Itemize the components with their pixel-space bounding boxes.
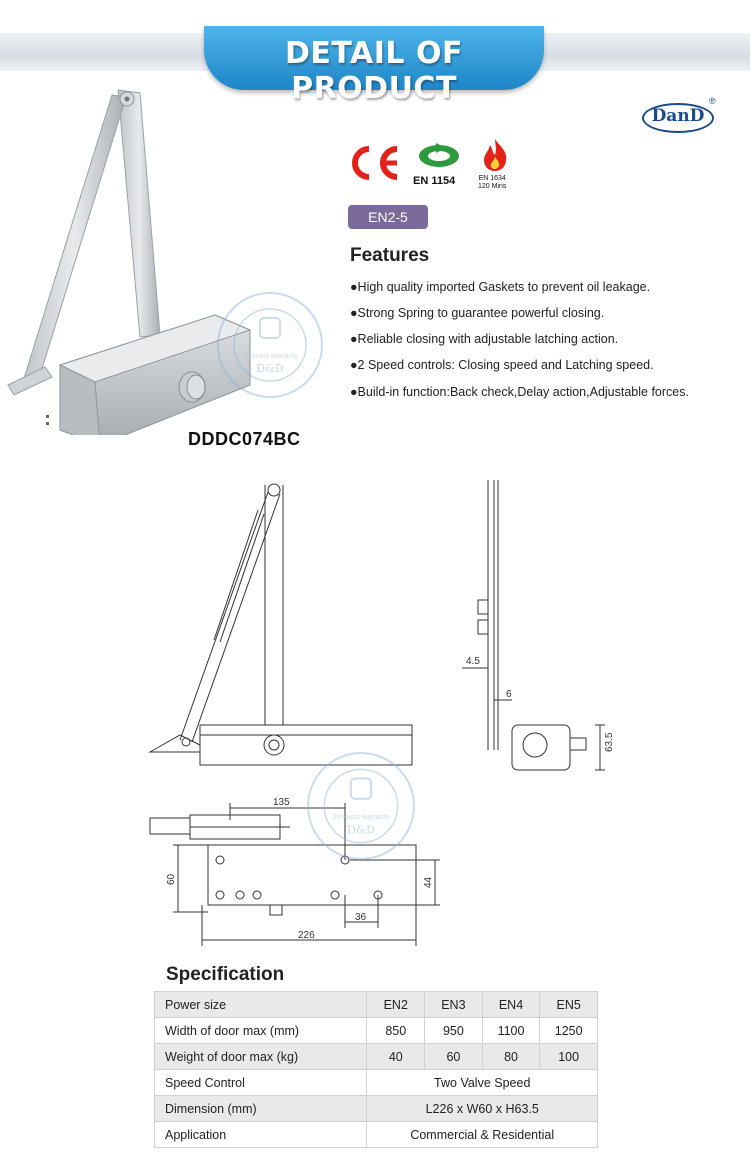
feature-item: ●Build-in function:Back check,Delay action,Adjustable forces. (350, 385, 689, 399)
feature-item: ●Strong Spring to guarantee powerful closing. (350, 306, 605, 320)
spec-value: 40 (367, 1044, 425, 1070)
spec-value: EN5 (540, 992, 598, 1018)
spec-value: Commercial & Residential (367, 1122, 598, 1148)
spec-value: 60 (425, 1044, 483, 1070)
table-row (155, 992, 598, 1018)
en1634-label (478, 175, 506, 191)
spec-label: Power size (155, 992, 367, 1018)
spec-value: EN4 (482, 992, 540, 1018)
ce-mark-icon (345, 143, 405, 183)
watermark-brand: D&D (256, 362, 284, 375)
spec-value: 1100 (482, 1018, 540, 1044)
spec-value: 950 (425, 1018, 483, 1044)
watermark-seal-icon (215, 290, 325, 400)
page-title: DETAIL OF PRODUCT (285, 36, 463, 106)
table-row (155, 1096, 598, 1122)
spec-value: 850 (367, 1018, 425, 1044)
dimension-label: 135 (273, 797, 290, 808)
technical-drawing (0, 470, 750, 960)
feature-item: ●High quality imported Gaskets to prevent oil leakage. (350, 280, 651, 294)
spec-value: 100 (540, 1044, 598, 1070)
spec-label: Dimension (mm) (155, 1096, 367, 1122)
watermark-warranty: 10 years warranty (242, 353, 298, 360)
spec-label: Width of door max (mm) (155, 1018, 367, 1044)
spec-value: 1250 (540, 1018, 598, 1044)
spec-value: L226 x W60 x H63.5 (367, 1096, 598, 1122)
en1634-duration: 120 Mins (478, 183, 507, 190)
feature-item: ●2 Speed controls: Closing speed and Latching speed. (350, 358, 654, 372)
dimension-label: 226 (298, 930, 315, 941)
watermark-brand: D&D (347, 823, 375, 837)
en1154-label: EN 1154 (413, 175, 456, 187)
spec-label: Speed Control (155, 1070, 367, 1096)
spec-value: EN3 (425, 992, 483, 1018)
dimension-label: 44 (423, 876, 434, 888)
spec-value: 80 (482, 1044, 540, 1070)
table-row (155, 1018, 598, 1044)
power-size-badge-text: EN2-5 (368, 209, 408, 225)
table-row (155, 1044, 598, 1070)
dimension-label: 63.5 (604, 732, 615, 752)
watermark-seal-icon (305, 750, 417, 862)
dimension-label: 36 (355, 912, 367, 923)
product-model: DDDC074BC (188, 429, 301, 449)
dimension-label: 60 (166, 873, 177, 885)
dimension-label: 6 (506, 689, 512, 700)
feature-item: ●Reliable closing with adjustable latching action. (350, 332, 619, 346)
en1154-cycle-icon (416, 140, 462, 170)
spec-value: Two Valve Speed (367, 1070, 598, 1096)
registered-mark: ® (709, 96, 716, 106)
spec-label: Application (155, 1122, 367, 1148)
features-heading: Features (350, 245, 430, 266)
en1634-standard: EN 1634 (478, 175, 506, 182)
spec-label: Weight of door max (kg) (155, 1044, 367, 1070)
dimension-label: 4.5 (466, 656, 480, 667)
specification-heading: Specification (166, 964, 285, 985)
fire-rating-icon (480, 137, 510, 173)
table-row (155, 1122, 598, 1148)
table-row (155, 1070, 598, 1096)
spec-value: EN2 (367, 992, 425, 1018)
watermark-warranty: 10 years warranty (332, 813, 390, 822)
specification-table (154, 991, 598, 1148)
brand-logo-text: DanD (651, 106, 705, 126)
